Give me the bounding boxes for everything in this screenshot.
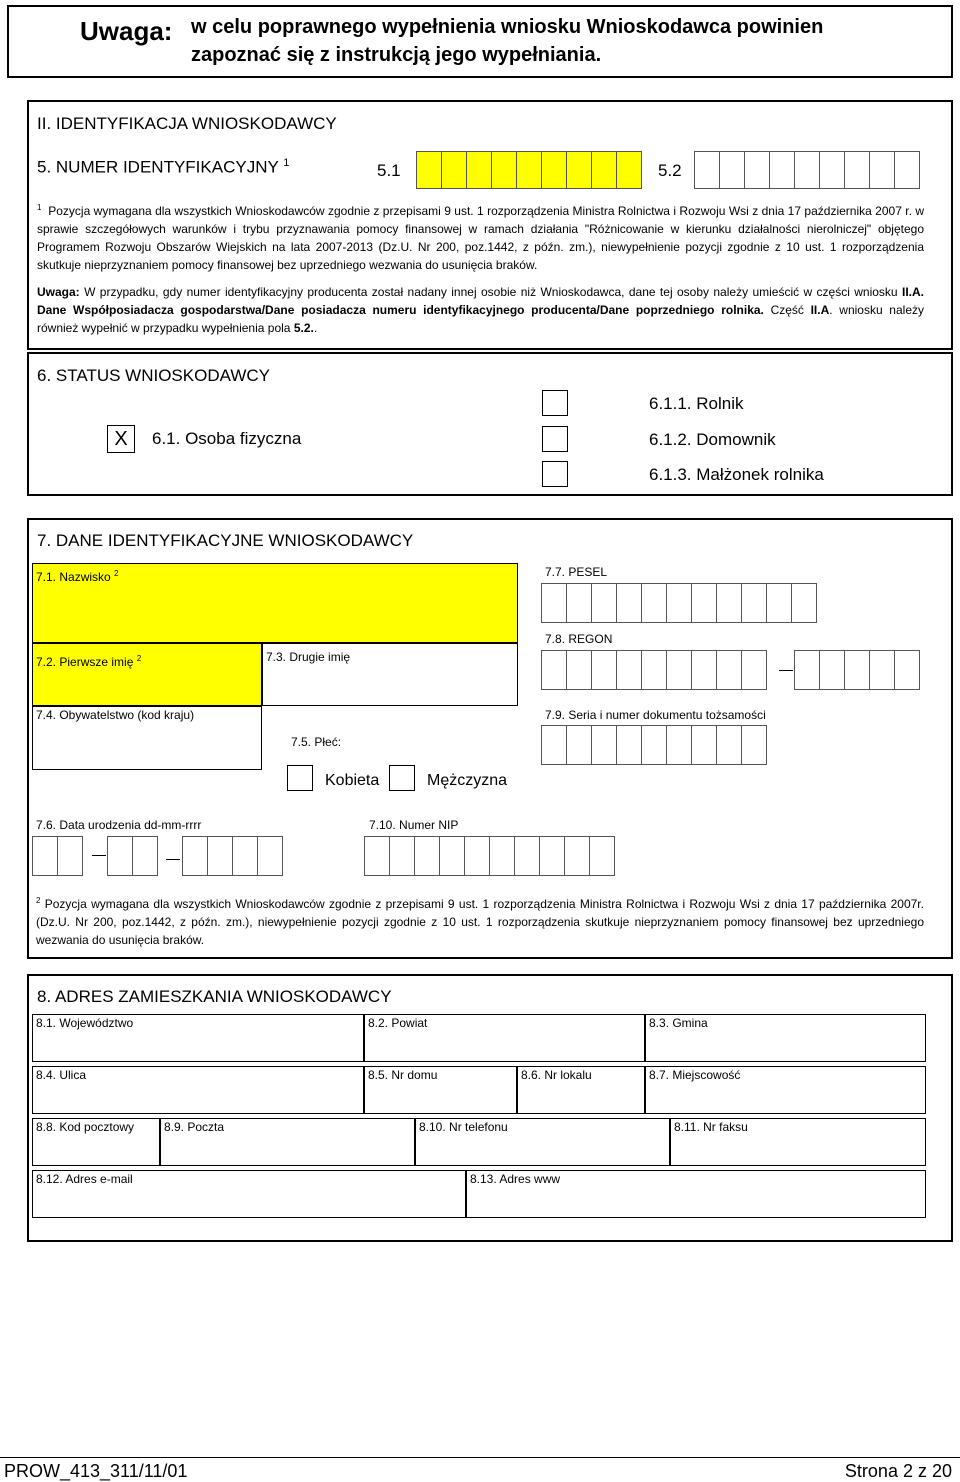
id-digit-cell[interactable] — [794, 151, 820, 189]
nip-digit-cell[interactable] — [589, 836, 615, 876]
regon-digit-cell[interactable] — [591, 650, 617, 690]
data-title: 7. DANE IDENTYFIKACYJNE WNIOSKODAWCY — [37, 531, 414, 550]
id-digit-cell[interactable] — [894, 151, 920, 189]
osoba-fizyczna-label: 6.1. Osoba fizyczna — [152, 429, 302, 448]
mezczyzna-label: Mężczyzna — [427, 772, 508, 789]
footnote-2-sup: 2 — [36, 896, 41, 905]
pesel-digit-cell[interactable] — [641, 583, 667, 623]
regon-digit-cell[interactable] — [794, 650, 820, 690]
note-uwaga — [37, 283, 924, 337]
date-separator-2 — [166, 859, 180, 860]
pierwsze-imie-label-text: 7.2. Pierwsze imię — [36, 655, 134, 669]
seria-digit-cell[interactable] — [691, 725, 717, 765]
seria-digit-cell[interactable] — [666, 725, 692, 765]
id-digit-cell[interactable] — [819, 151, 845, 189]
checked-mark-icon: X — [114, 428, 128, 450]
field-5-sup: 1 — [283, 157, 290, 169]
pesel-digit-cell[interactable] — [791, 583, 817, 623]
date-digit-cell[interactable] — [132, 836, 158, 876]
document-code: PROW_413_311/11/01 — [4, 1461, 188, 1481]
nip-digit-cell[interactable] — [514, 836, 540, 876]
regon-digit-cell[interactable] — [616, 650, 642, 690]
nip-digit-cell[interactable] — [564, 836, 590, 876]
nip-label: 7.10. Numer NIP — [369, 818, 459, 832]
data-urodzenia-label: 7.6. Data urodzenia dd-mm-rrrr — [36, 818, 202, 832]
id-digit-cell[interactable] — [516, 151, 542, 189]
date-digit-cell[interactable] — [57, 836, 83, 876]
date-digit-cell[interactable] — [232, 836, 258, 876]
pesel-digit-cell[interactable] — [691, 583, 717, 623]
seria-digit-cell[interactable] — [566, 725, 592, 765]
address-title: 8. ADRES ZAMIESZKANIA WNIOSKODAWCY — [37, 987, 392, 1006]
seria-digit-cell[interactable] — [541, 725, 567, 765]
nazwisko-sup: 2 — [114, 569, 119, 578]
seria-digit-cell[interactable] — [616, 725, 642, 765]
footnote-2-text: Pozycja wymagana dla wszystkich Wnioskodawców zgodnie z przepisami 9 ust. 1 rozporządzenia Ministra Rolnictwa i Rozwoju Wsi z dnia 17 października 2007r. (Dz.U. Nr 200, poz.1442, z późn. zm.), niewypełnienie pozycji zgodnie z 10 ust. 1 rozporządzenia skutkuje nieprzyznaniem pomocy finansowej bez uprzedniego wezwania do usunięcia braków. — [36, 897, 924, 947]
nip-digit-cell[interactable] — [389, 836, 415, 876]
drugie-imie-label: 7.3. Drugie imię — [266, 650, 351, 664]
id-digit-cell[interactable] — [491, 151, 517, 189]
date-digit-cell[interactable] — [257, 836, 283, 876]
id-digit-cell[interactable] — [694, 151, 720, 189]
id-digit-cell[interactable] — [616, 151, 642, 189]
notice-line-1: w celu poprawnego wypełnienia wniosku Wnioskodawca powinien — [191, 16, 824, 38]
domownik-checkbox[interactable] — [542, 426, 568, 452]
nip-digit-cell[interactable] — [539, 836, 565, 876]
pierwsze-imie-sup: 2 — [136, 654, 142, 663]
regon-separator — [779, 670, 793, 671]
note-bold-3: II.A — [810, 303, 830, 317]
regon-digit-cell[interactable] — [666, 650, 692, 690]
id-digit-cell[interactable] — [566, 151, 592, 189]
wojewodztwo-label: 8.1. Województwo — [36, 1016, 134, 1030]
email-label: 8.12. Adres e-mail — [36, 1172, 133, 1186]
www-label: 8.13. Adres www — [470, 1172, 561, 1186]
regon-digit-cell[interactable] — [894, 650, 920, 690]
seria-label: 7.9. Seria i numer dokumentu tożsamości — [545, 708, 766, 722]
note-text: W przypadku, gdy numer identyfikacyjny producenta został nadany innej osobie niż Wnioskodawca, dane tej osoby należy umieścić w części wniosku — [84, 285, 898, 299]
date-digit-cell[interactable] — [207, 836, 233, 876]
seria-digit-cell[interactable] — [641, 725, 667, 765]
id-digit-cell[interactable] — [541, 151, 567, 189]
regon-digit-cell[interactable] — [691, 650, 717, 690]
pierwsze-imie-field[interactable] — [32, 643, 262, 706]
regon-digit-cell[interactable] — [641, 650, 667, 690]
regon-digit-cell[interactable] — [819, 650, 845, 690]
id-digit-cell[interactable] — [769, 151, 795, 189]
id-digit-cell[interactable] — [844, 151, 870, 189]
pesel-label: 7.7. PESEL — [545, 565, 608, 579]
pesel-digit-cell[interactable] — [741, 583, 767, 623]
plec-label: 7.5. Płeć: — [291, 735, 342, 749]
nr-domu-label: 8.5. Nr domu — [368, 1068, 438, 1082]
nip-digit-cell[interactable] — [364, 836, 390, 876]
field-5-label — [37, 157, 289, 178]
rolnik-checkbox[interactable] — [542, 390, 568, 416]
pesel-digit-cell[interactable] — [716, 583, 742, 623]
note-text-3: . wniosku należy również wypełnić w przypadku wypełnienia pola — [37, 303, 924, 335]
pierwsze-imie-label — [36, 654, 141, 669]
seria-digit-cell[interactable] — [716, 725, 742, 765]
footnote-1 — [37, 199, 924, 274]
powiat-label: 8.2. Powiat — [368, 1016, 428, 1030]
regon-digit-cell[interactable] — [741, 650, 767, 690]
date-digit-cell[interactable] — [32, 836, 58, 876]
id-digit-cell[interactable] — [466, 151, 492, 189]
pesel-digit-cell[interactable] — [616, 583, 642, 623]
rolnik-label: 6.1.1. Rolnik — [649, 394, 744, 413]
pesel-digit-cell[interactable] — [666, 583, 692, 623]
nip-digit-cell[interactable] — [489, 836, 515, 876]
footnote-2 — [36, 892, 924, 949]
uwaga-label: Uwaga: — [80, 16, 173, 46]
regon-label: 7.8. REGON — [545, 632, 613, 646]
pesel-digit-cell[interactable] — [591, 583, 617, 623]
date-digit-cell[interactable] — [107, 836, 133, 876]
id-digit-cell[interactable] — [744, 151, 770, 189]
regon-digit-cell[interactable] — [541, 650, 567, 690]
nip-digit-cell[interactable] — [464, 836, 490, 876]
seria-digit-cell[interactable] — [591, 725, 617, 765]
nazwisko-label-text: 7.1. Nazwisko — [36, 570, 111, 584]
field-5-2-label: 5.2 — [658, 161, 682, 180]
nr-lokalu-label: 8.6. Nr lokalu — [521, 1068, 592, 1082]
id-digit-cell[interactable] — [869, 151, 895, 189]
regon-digit-cell[interactable] — [716, 650, 742, 690]
kobieta-checkbox[interactable] — [287, 765, 313, 791]
osoba-fizyczna-checkbox[interactable] — [107, 425, 135, 453]
pesel-digit-cell[interactable] — [766, 583, 792, 623]
note-bold: Uwaga: — [37, 285, 80, 299]
kod-pocztowy-label: 8.8. Kod pocztowy — [36, 1120, 135, 1134]
regon-digit-cell[interactable] — [566, 650, 592, 690]
nip-digit-cell[interactable] — [439, 836, 465, 876]
ulica-label: 8.4. Ulica — [36, 1068, 87, 1082]
id-digit-cell[interactable] — [416, 151, 442, 189]
id-digit-cell[interactable] — [719, 151, 745, 189]
id-digit-cell[interactable] — [441, 151, 467, 189]
regon-digit-cell[interactable] — [869, 650, 895, 690]
nazwisko-label — [36, 569, 119, 584]
note-bold-2: II.A. Dane Współposiadacza gospodarstwa/Dane posiadacza numeru identyfikacyjnego producenta/Dane poprzedniego rolnika. — [37, 285, 925, 317]
note-text-2: Część — [770, 303, 804, 317]
poczta-label: 8.9. Poczta — [164, 1120, 225, 1134]
status-title: 6. STATUS WNIOSKODAWCY — [37, 366, 270, 385]
obywatelstwo-label: 7.4. Obywatelstwo (kod kraju) — [36, 708, 195, 722]
mezczyzna-checkbox[interactable] — [389, 765, 415, 791]
date-digit-cell[interactable] — [182, 836, 208, 876]
kobieta-label: Kobieta — [325, 772, 380, 789]
faks-label: 8.11. Nr faksu — [674, 1120, 748, 1134]
domownik-label: 6.1.2. Domownik — [649, 430, 776, 449]
footnote-1-text: Pozycja wymagana dla wszystkich Wnioskodawców zgodnie z przepisami 9 ust. 1 rozporządzenia Ministra Rolnictwa i Rozwoju Wsi z dnia 17 października 2007 r. w sprawie szczegółowych warunków i trybu przyznawania pomocy finansowej w ramach działania "Różnicowanie w kierunku działalności nierolniczej" objętego Programem Rozwoju Obszarów Wiejskich na lata 2007-2013 (Dz.U. Nr 200, poz.1442, z późn. zm.), niewypełnienie pozycji zgodnie z 10 ust. 1 rozporządzenia skutkuje nieprzyznaniem pomocy finansowej bez uprzedniego wezwania do usunięcia braków. — [37, 204, 924, 272]
footnote-1-sup: 1 — [37, 203, 42, 212]
id-digit-cell[interactable] — [591, 151, 617, 189]
note-bold-4: 5.2. — [293, 321, 314, 335]
seria-digit-cell[interactable] — [741, 725, 767, 765]
nip-digit-cell[interactable] — [414, 836, 440, 876]
footer-rule — [0, 1457, 960, 1458]
field-5-label-text: 5. NUMER IDENTYFIKACYJNY — [37, 157, 279, 177]
page-number: Strona 2 z 20 — [844, 1461, 952, 1481]
regon-digit-cell[interactable] — [844, 650, 870, 690]
pesel-digit-cell[interactable] — [541, 583, 567, 623]
malzonek-label: 6.1.3. Małżonek rolnika — [649, 465, 824, 484]
miejscowosc-label: 8.7. Miejscowość — [649, 1068, 741, 1082]
section-title: II. IDENTYFIKACJA WNIOSKODAWCY — [37, 114, 337, 133]
field-5-1-label: 5.1 — [377, 161, 401, 180]
note-text-4: . — [313, 321, 318, 335]
notice-line-2: zapoznać się z instrukcją jego wypełniania. — [191, 44, 602, 66]
telefon-label: 8.10. Nr telefonu — [419, 1120, 508, 1134]
pesel-digit-cell[interactable] — [566, 583, 592, 623]
date-separator-1 — [92, 855, 106, 856]
gmina-label: 8.3. Gmina — [649, 1016, 708, 1030]
malzonek-checkbox[interactable] — [542, 461, 568, 487]
